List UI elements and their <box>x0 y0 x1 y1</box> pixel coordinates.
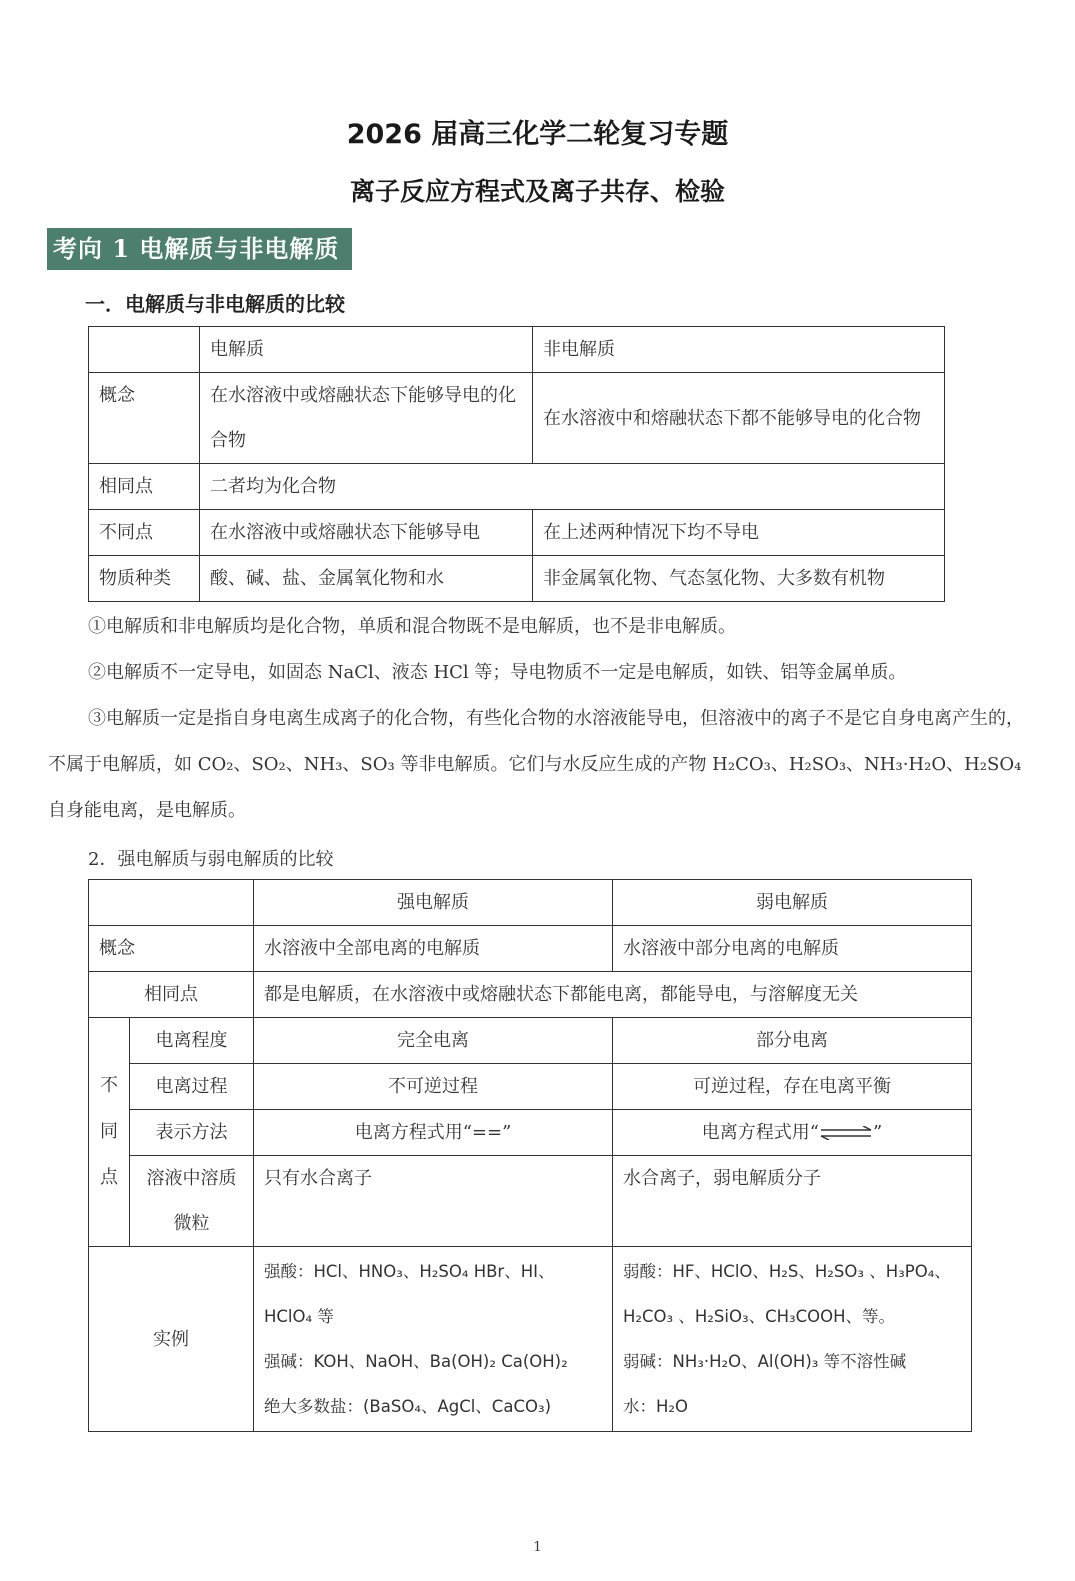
document-subtitle: 离子反应方程式及离子共存、检验 <box>349 177 725 206</box>
row-label: 相同点 <box>89 972 254 1018</box>
table-cell: 酸、碱、盐、金属氧化物和水 <box>200 556 533 602</box>
row-label: 电离过程 <box>130 1064 254 1110</box>
table-cell: 水溶液中全部电离的电解质 <box>254 926 613 972</box>
table-header-cell: 强电解质 <box>254 880 613 926</box>
row-label: 溶液中溶质 微粒 <box>130 1156 254 1247</box>
page-number: 1 <box>533 1540 542 1555</box>
table-cell: 完全电离 <box>254 1018 613 1064</box>
strong-weak-electrolyte-table <box>88 879 972 1432</box>
table-cell <box>89 880 254 926</box>
note-1: ①电解质和非电解质均是化合物，单质和混合物既不是电解质，也不是非电解质。 <box>88 616 736 637</box>
salt-examples: 绝大多数盐：(BaSO₄、AgCl、CaCO₃) <box>264 1397 552 1416</box>
section-heading-2: 2．强电解质与弱电解质的比较 <box>88 849 334 870</box>
equilibrium-arrow-icon <box>819 1126 873 1140</box>
table-cell <box>89 327 200 373</box>
weak-base-examples: 弱碱：NH₃·H₂O、Al(OH)₃ 等不溶性碱 <box>623 1352 907 1371</box>
water-example: 水：H₂O <box>623 1397 689 1416</box>
table-cell: 都是电解质，在水溶液中或熔融状态下都能电离，都能导电，与溶解度无关 <box>254 972 972 1018</box>
row-label: 实例 <box>89 1247 254 1432</box>
table-row <box>89 1247 972 1432</box>
table-row <box>89 972 972 1018</box>
table-cell: 在水溶液中或熔融状态下能够导电 <box>200 510 533 556</box>
table-header-cell: 电解质 <box>200 327 533 373</box>
table-row <box>89 327 945 373</box>
table-row <box>89 510 945 556</box>
table-cell: 部分电离 <box>613 1018 972 1064</box>
table-cell <box>254 1247 613 1432</box>
row-label: 相同点 <box>89 464 200 510</box>
table-cell: 在水溶液中和熔融状态下都不能够导电的化合物 <box>533 373 945 464</box>
table-cell: 二者均为化合物 <box>200 464 945 510</box>
table-cell: 电离方程式用“ ” <box>613 1110 972 1156</box>
table-cell: 在上述两种情况下均不导电 <box>533 510 945 556</box>
table-header-cell: 弱电解质 <box>613 880 972 926</box>
table-row <box>89 1110 972 1156</box>
row-label: 不同点 <box>89 510 200 556</box>
section-banner: 考向 1 电解质与非电解质 <box>47 228 352 270</box>
table-row <box>89 926 972 972</box>
strong-base-examples: 强碱：KOH、NaOH、Ba(OH)₂ Ca(OH)₂ <box>264 1352 568 1371</box>
diff-group-label: 不 同 点 <box>89 1018 130 1247</box>
document-title: 2026 届高三化学二轮复习专题 <box>346 119 729 150</box>
electrolyte-comparison-table <box>88 326 945 602</box>
table-cell: 非金属氧化物、气态氢化物、大多数有机物 <box>533 556 945 602</box>
table-cell: 水溶液中部分电离的电解质 <box>613 926 972 972</box>
row-label: 概念 <box>89 373 200 464</box>
table-row <box>89 1156 972 1247</box>
table-cell: 水合离子，弱电解质分子 <box>613 1156 972 1247</box>
table-row <box>89 880 972 926</box>
weak-acid-examples: 弱酸：HF、HClO、H₂S、H₂SO₃ 、H₃PO₄、H₂CO₃ 、H₂SiO₃、CH₃COOH、等。 <box>623 1262 951 1326</box>
row-label: 表示方法 <box>130 1110 254 1156</box>
table-cell: 电离方程式用“==” <box>254 1110 613 1156</box>
table-row <box>89 1018 972 1064</box>
row-label: 电离程度 <box>130 1018 254 1064</box>
table-cell <box>613 1247 972 1432</box>
table-header-cell: 非电解质 <box>533 327 945 373</box>
table-row <box>89 556 945 602</box>
note-3: ③电解质一定是指自身电离生成离子的化合物，有些化合物的水溶液能导电，但溶液中的离子不是它自身电离产生的，不属于电解质，如 CO₂、SO₂、NH₃、SO₃ 等非电解质。它们与水反应生成的产物 H₂CO₃、H₂SO₃、NH₃·H₂O、H₂SO₄ 自身能电离，是电解质。 <box>48 708 1024 821</box>
table-cell: 在水溶液中或熔融状态下能够导电的化合物 <box>200 373 533 464</box>
table-cell: 不可逆过程 <box>254 1064 613 1110</box>
table-row <box>89 1064 972 1110</box>
table-row <box>89 373 945 464</box>
strong-acid-examples: 强酸：HCl、HNO₃、H₂SO₄ HBr、HI、HClO₄ 等 <box>264 1262 555 1326</box>
note-2: ②电解质不一定导电，如固态 NaCl、液态 HCl 等；导电物质不一定是电解质，如铁、铝等金属单质。 <box>88 662 907 683</box>
table-cell: 可逆过程，存在电离平衡 <box>613 1064 972 1110</box>
section-heading-1: 一．电解质与非电解质的比较 <box>85 292 345 316</box>
table-row <box>89 464 945 510</box>
row-label: 物质种类 <box>89 556 200 602</box>
table-cell: 只有水合离子 <box>254 1156 613 1247</box>
row-label: 概念 <box>89 926 254 972</box>
